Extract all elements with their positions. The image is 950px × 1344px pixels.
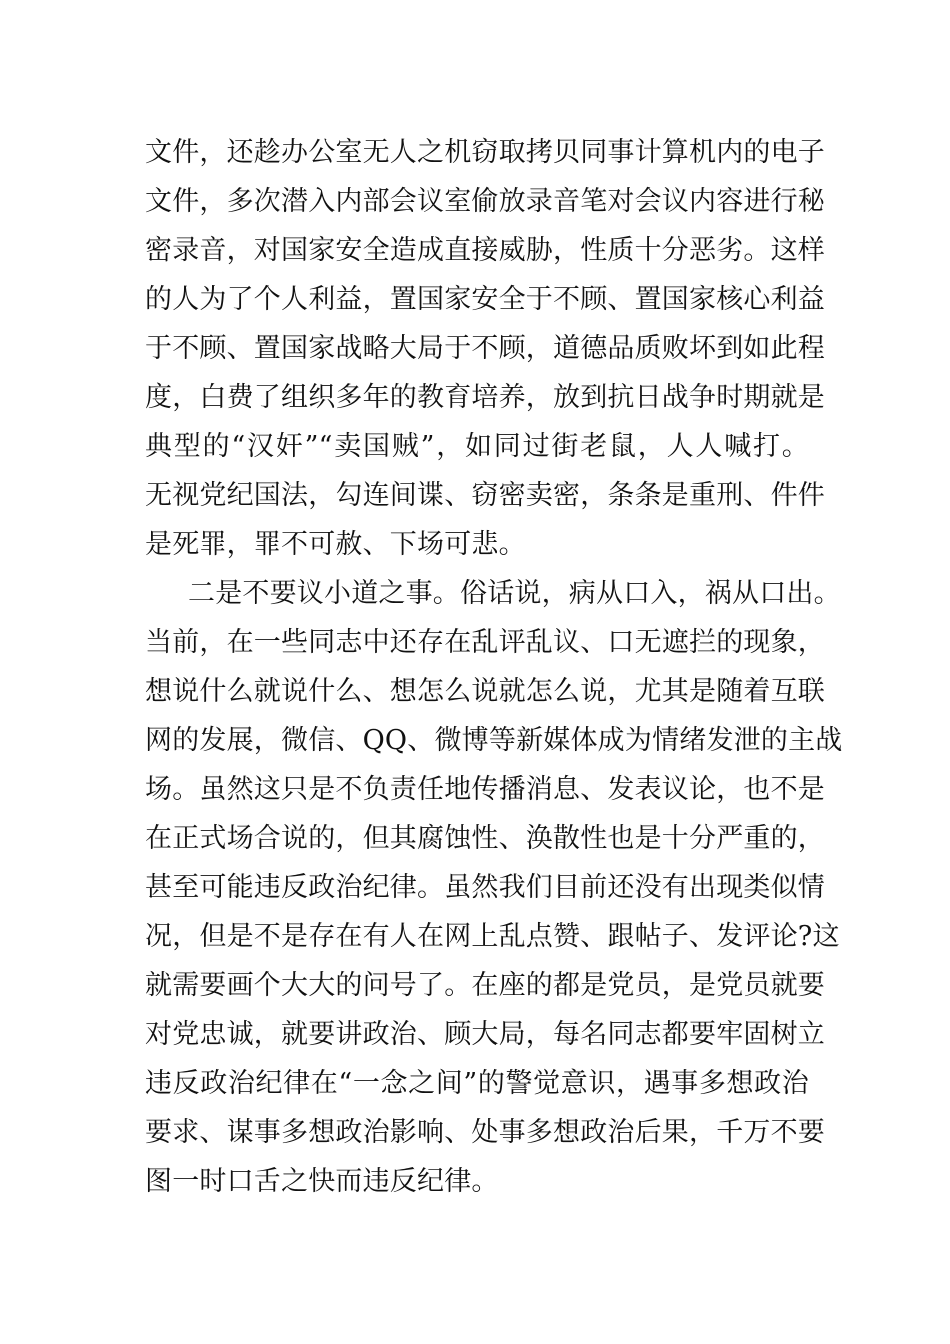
text-line: 图一时口舌之快而违反纪律。 (145, 1166, 499, 1197)
text-line: 密录音，对国家安全造成直接威胁，性质十分恶劣。这样 (145, 235, 825, 266)
paragraph-2 (145, 569, 843, 1206)
text-line: 对党忠诚，就要讲政治、顾大局，每名同志都要牢固树立 (145, 1019, 825, 1050)
text-line: 典型的“汉奸”“卖国贼”，如同过街老鼠，人人喊打。 (145, 431, 809, 462)
text-line: 文件，多次潜入内部会议室偷放录音笔对会议内容进行秘 (145, 186, 825, 217)
text-line: 网的发展，微信、QQ、微博等新媒体成为情绪发泄的主战 (145, 725, 843, 756)
text-line: 二是不要议小道之事。俗话说，病从口入，祸从口出。 (188, 578, 841, 609)
document-body (145, 128, 843, 1206)
text-line: 在正式场合说的，但其腐蚀性、涣散性也是十分严重的， (145, 823, 825, 854)
text-line: 要求、谋事多想政治影响、处事多想政治后果，千万不要 (145, 1117, 825, 1148)
text-line: 况，但是不是存在有人在网上乱点赞、跟帖子、发评论?这 (145, 921, 840, 952)
text-line: 违反政治纪律在“一念之间”的警觉意识，遇事多想政治 (145, 1068, 809, 1099)
text-line: 当前，在一些同志中还存在乱评乱议、口无遮拦的现象， (145, 627, 825, 658)
text-line: 无视党纪国法，勾连间谍、窃密卖密，条条是重刑、件件 (145, 480, 825, 511)
text-line: 文件，还趁办公室无人之机窃取拷贝同事计算机内的电子 (145, 137, 825, 168)
text-line: 甚至可能违反政治纪律。虽然我们目前还没有出现类似情 (145, 872, 825, 903)
text-line: 场。虽然这只是不负责任地传播消息、发表议论，也不是 (145, 774, 825, 805)
text-line: 于不顾、置国家战略大局于不顾，道德品质败坏到如此程 (145, 333, 825, 364)
text-line: 想说什么就说什么、想怎么说就怎么说，尤其是随着互联 (145, 676, 825, 707)
text-line: 度，白费了组织多年的教育培养，放到抗日战争时期就是 (145, 382, 825, 413)
text-line: 就需要画个大大的问号了。在座的都是党员，是党员就要 (145, 970, 825, 1001)
text-line: 的人为了个人利益，置国家安全于不顾、置国家核心利益 (145, 284, 825, 315)
text-line: 是死罪，罪不可赦、下场可悲。 (145, 529, 526, 560)
paragraph-1 (145, 128, 825, 569)
